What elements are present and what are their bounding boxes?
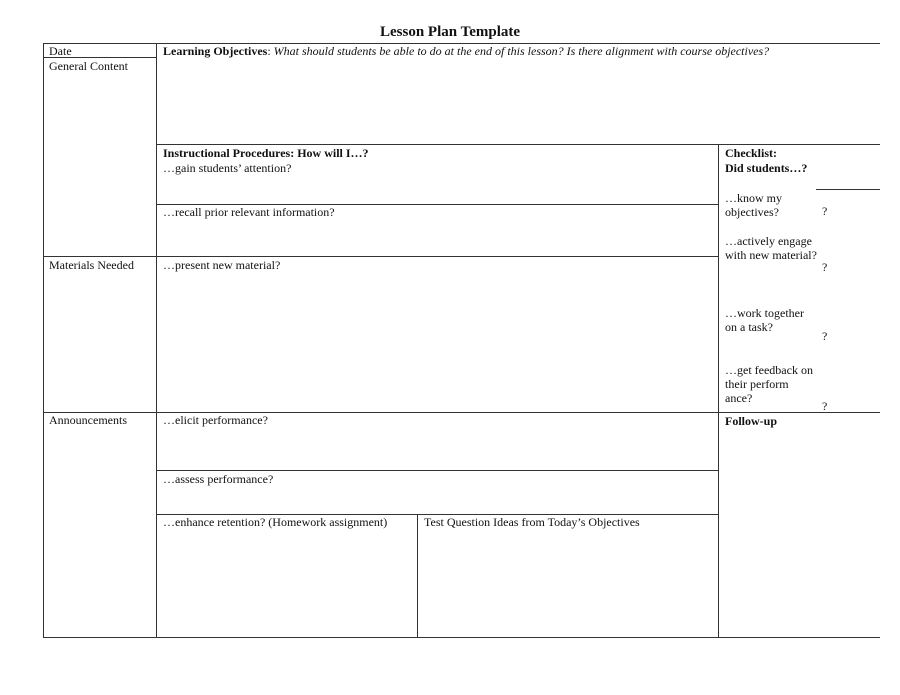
learning-objectives-separator: : — [267, 44, 274, 58]
checklist-title: Checklist: — [725, 146, 777, 160]
general-content-label: General Content — [49, 59, 128, 73]
checklist-mark: ? — [822, 260, 828, 274]
elicit-performance-prompt: …elicit performance? — [163, 413, 268, 427]
page-title: Lesson Plan Template — [379, 24, 521, 40]
date-label: Date — [49, 44, 72, 58]
gain-attention-prompt: …gain students’ attention? — [163, 161, 292, 175]
objectives-divider — [156, 144, 880, 145]
checklist-subtitle: Did students…? — [725, 161, 808, 175]
assess-performance-prompt: …assess performance? — [163, 472, 274, 486]
elicit-divider — [156, 470, 718, 471]
materials-divider — [43, 256, 718, 257]
left-column-divider — [156, 43, 157, 638]
checklist-divider — [718, 144, 719, 638]
checklist-item-work-together: …work together on a task? — [725, 306, 804, 334]
checklist-item-get-feedback: …get feedback on their perform ance? — [725, 363, 813, 405]
learning-objectives-prompt: What should students be able to do at the end of this lesson? Is there alignment with course objectives? — [273, 44, 770, 58]
checklist-mark: ? — [822, 204, 828, 218]
left-border — [43, 43, 44, 638]
instructional-procedures-heading: Instructional Procedures: How will I…? — [163, 146, 369, 160]
test-question-ideas-label: Test Question Ideas from Today’s Objectives — [424, 515, 640, 529]
bottom-border — [43, 637, 880, 638]
present-material-prompt: …present new material? — [163, 258, 281, 272]
checklist-header-divider — [816, 189, 880, 190]
announcements-label: Announcements — [49, 413, 127, 427]
checklist-item-know-objectives: …know my objectives? — [725, 191, 782, 219]
learning-objectives — [163, 44, 769, 58]
checklist-item-actively-engage: …actively engage with new material? — [725, 234, 817, 262]
checklist-mark: ? — [822, 329, 828, 343]
recall-prior-prompt: …recall prior relevant information? — [163, 205, 335, 219]
learning-objectives-label: Learning Objectives — [163, 44, 268, 58]
follow-up-label: Follow-up — [725, 414, 778, 428]
retention-divider — [417, 514, 418, 638]
materials-needed-label: Materials Needed — [49, 258, 134, 272]
checklist-mark: ? — [822, 399, 828, 413]
enhance-retention-prompt: …enhance retention? (Homework assignment) — [163, 515, 388, 529]
